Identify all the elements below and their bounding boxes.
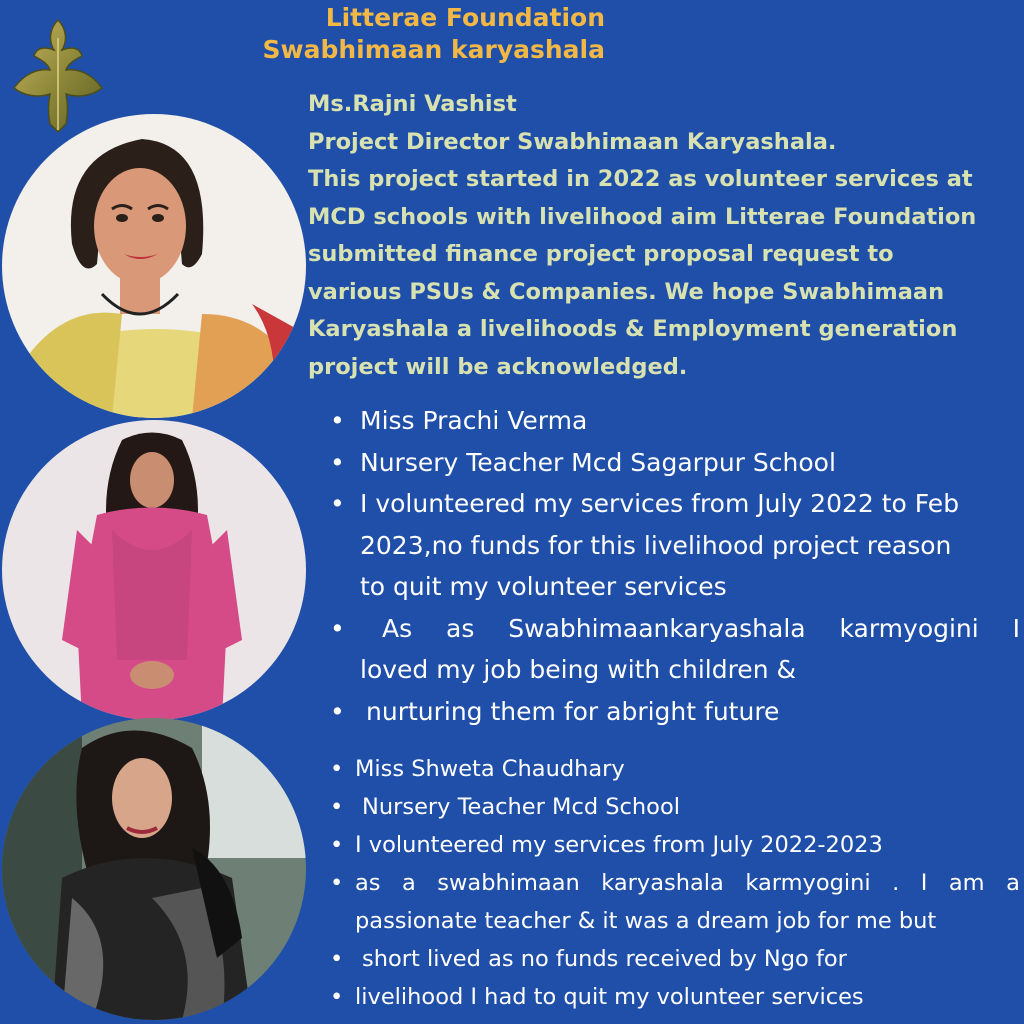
person-name: Miss Shweta Chaudhary	[355, 756, 625, 782]
intro-line: MCD schools with livelihood aim Litterae Foundation	[308, 203, 977, 230]
person-name: Miss Prachi Verma	[360, 406, 588, 435]
item-line: passionate teacher & it was a dream job for me but	[355, 908, 937, 934]
leaf-logo-icon	[8, 18, 108, 133]
word: a	[402, 870, 416, 896]
bullet-dot-icon: •	[330, 489, 345, 518]
director-name: Ms.Rajni Vashist	[308, 91, 517, 117]
word: am	[948, 870, 985, 896]
list-item	[330, 788, 1020, 826]
word: I	[920, 870, 928, 896]
list-item	[330, 691, 1020, 733]
bullet-dot-icon: •	[330, 406, 345, 435]
intro-line: submitted finance project proposal request to	[308, 241, 894, 267]
list-item	[330, 940, 1020, 978]
prachi-verma-photo	[2, 420, 306, 720]
list-item	[330, 750, 1020, 788]
word: karmyogini	[839, 613, 979, 643]
intro-line: various PSUs & Companies. We hope Swabhimaan	[308, 278, 945, 305]
person-role: Nursery Teacher Mcd School	[362, 794, 680, 820]
word: .	[892, 870, 900, 896]
item-line: short lived as no funds received by Ngo for	[362, 946, 847, 972]
bullet-dot-icon: •	[330, 870, 344, 896]
director-role: Project Director Swabhimaan Karyashala.	[308, 128, 837, 155]
word: As	[382, 613, 413, 643]
word: Swabhimaankaryashala	[508, 613, 806, 643]
intro-line: Karyashala a livelihoods & Employment generation	[308, 316, 958, 342]
bullet-dot-icon: •	[330, 447, 345, 477]
bullet-dot-icon: •	[330, 832, 344, 858]
project-introduction	[308, 86, 1020, 386]
shweta-chaudhary-details	[330, 750, 1020, 1016]
bullet-dot-icon: •	[330, 794, 344, 820]
intro-line: project will be acknowledged.	[308, 353, 688, 380]
foundation-title: Litterae Foundation	[325, 3, 605, 32]
item-line: nurturing them for abright future	[366, 696, 780, 726]
item-line: 2023,no funds for this livelihood project reason	[360, 530, 952, 560]
list-item	[330, 826, 1020, 864]
prachi-verma-details	[330, 400, 1020, 732]
intro-line: This project started in 2022 as volunteer services at	[308, 166, 973, 192]
item-line-justified	[360, 608, 1020, 650]
bullet-dot-icon: •	[330, 613, 345, 643]
shweta-chaudhary-photo	[2, 718, 306, 1020]
word: as	[446, 613, 475, 643]
word: I	[1012, 613, 1020, 643]
word: karmyogini	[745, 870, 871, 896]
list-item	[330, 864, 1020, 940]
word: as	[355, 870, 381, 896]
item-line: loved my job being with children &	[360, 655, 796, 684]
bullet-dot-icon: •	[330, 756, 344, 782]
bullet-dot-icon: •	[330, 946, 344, 972]
rajni-vashist-photo	[2, 114, 306, 418]
item-line: to quit my volunteer services	[360, 572, 727, 601]
list-item	[330, 608, 1020, 691]
item-line: livelihood I had to quit my volunteer services	[355, 984, 864, 1010]
program-title: Swabhimaan karyashala	[262, 35, 605, 64]
item-line: I volunteered my services from July 2022 to Feb	[360, 489, 960, 518]
page-header	[205, 2, 605, 66]
list-item	[330, 978, 1020, 1016]
word: a	[1006, 870, 1020, 896]
list-item	[330, 400, 1020, 442]
person-role: Nursery Teacher Mcd Sagarpur School	[360, 447, 836, 477]
item-line: I volunteered my services from July 2022-2023	[355, 832, 883, 858]
bullet-dot-icon: •	[330, 984, 344, 1010]
word: swabhimaan	[437, 870, 580, 896]
list-item	[330, 483, 1020, 608]
list-item	[330, 442, 1020, 484]
item-line-justified	[355, 864, 1020, 902]
bullet-dot-icon: •	[330, 696, 345, 726]
word: karyashala	[601, 870, 724, 896]
